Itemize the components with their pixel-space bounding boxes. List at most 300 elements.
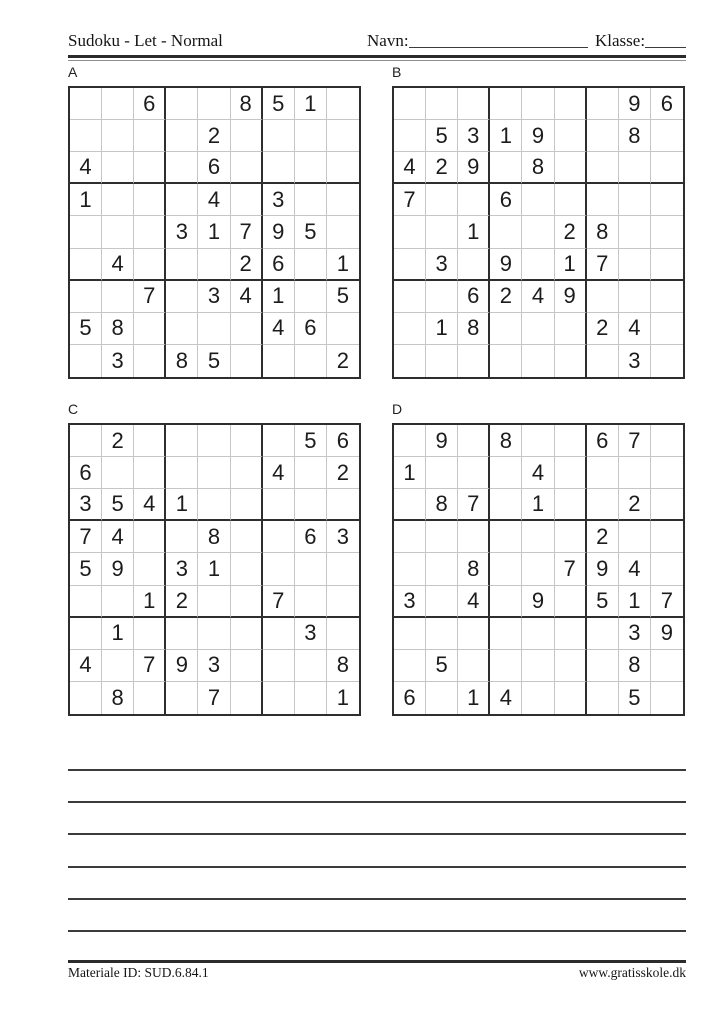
sudoku-cell: 3 xyxy=(327,521,359,553)
sudoku-cell: 7 xyxy=(619,425,651,457)
sudoku-cell: 8 xyxy=(166,345,198,377)
sudoku-cell xyxy=(587,682,619,714)
sudoku-cell xyxy=(198,586,230,618)
sudoku-cell: 1 xyxy=(458,682,490,714)
sudoku-cell xyxy=(651,249,683,281)
website-url: www.gratisskole.dk xyxy=(578,965,686,980)
sudoku-cell xyxy=(426,345,458,377)
sudoku-cell: 1 xyxy=(327,249,359,281)
sudoku-cell: 6 xyxy=(295,313,327,345)
sudoku-cell xyxy=(263,345,295,377)
sudoku-cell xyxy=(651,345,683,377)
sudoku-cell xyxy=(327,120,359,152)
sudoku-cell xyxy=(198,618,230,650)
sudoku-cell: 1 xyxy=(426,313,458,345)
sudoku-cell xyxy=(394,249,426,281)
sudoku-cell: 1 xyxy=(70,184,102,216)
sudoku-cell xyxy=(458,184,490,216)
sudoku-cell: 9 xyxy=(426,425,458,457)
name-field xyxy=(367,31,588,51)
sudoku-cell xyxy=(458,457,490,489)
sudoku-cell xyxy=(231,184,263,216)
sudoku-cell xyxy=(394,281,426,313)
sudoku-cell xyxy=(490,457,522,489)
sudoku-cell xyxy=(587,281,619,313)
sudoku-cell xyxy=(555,120,587,152)
sudoku-cell xyxy=(134,249,166,281)
sudoku-cell: 4 xyxy=(102,249,134,281)
sudoku-cell xyxy=(70,425,102,457)
header-rule-thick xyxy=(68,55,686,58)
sudoku-cell: 4 xyxy=(619,313,651,345)
sudoku-cell: 6 xyxy=(263,249,295,281)
sudoku-cell: 5 xyxy=(198,345,230,377)
sudoku-cell xyxy=(263,425,295,457)
sudoku-cell xyxy=(102,650,134,682)
sudoku-cell xyxy=(166,618,198,650)
sudoku-cell: 2 xyxy=(231,249,263,281)
sudoku-cell xyxy=(522,521,554,553)
sudoku-grid-d xyxy=(392,423,685,716)
sudoku-cell xyxy=(555,650,587,682)
sudoku-cell xyxy=(198,489,230,521)
sudoku-cell: 4 xyxy=(522,281,554,313)
sudoku-cell xyxy=(327,152,359,184)
sudoku-cell xyxy=(555,345,587,377)
sudoku-cell: 1 xyxy=(394,457,426,489)
sudoku-cell: 2 xyxy=(102,425,134,457)
sudoku-cell xyxy=(555,425,587,457)
sudoku-cell xyxy=(394,313,426,345)
sudoku-cell xyxy=(458,521,490,553)
sudoku-cell: 5 xyxy=(102,489,134,521)
sudoku-cell: 2 xyxy=(587,521,619,553)
sudoku-cell xyxy=(394,489,426,521)
sudoku-cell xyxy=(166,313,198,345)
puzzle-label-b: B xyxy=(392,64,402,80)
sudoku-cell xyxy=(587,489,619,521)
sudoku-cell xyxy=(619,249,651,281)
sudoku-cell xyxy=(134,216,166,248)
sudoku-cell: 7 xyxy=(587,249,619,281)
sudoku-grid-a xyxy=(68,86,361,379)
writing-line xyxy=(68,833,686,835)
sudoku-cell xyxy=(394,650,426,682)
sudoku-cell xyxy=(522,618,554,650)
sudoku-cell xyxy=(651,650,683,682)
sudoku-cell xyxy=(587,618,619,650)
sudoku-cell xyxy=(394,88,426,120)
header-rule-thin xyxy=(68,60,686,61)
sudoku-cell: 8 xyxy=(458,553,490,585)
sudoku-cell xyxy=(327,618,359,650)
writing-line xyxy=(68,930,686,932)
sudoku-cell: 3 xyxy=(102,345,134,377)
sudoku-cell xyxy=(263,682,295,714)
sudoku-cell: 4 xyxy=(134,489,166,521)
sudoku-cell: 7 xyxy=(263,586,295,618)
sudoku-cell xyxy=(651,281,683,313)
sudoku-cell: 6 xyxy=(295,521,327,553)
class-blank-line xyxy=(645,31,686,48)
sudoku-cell xyxy=(651,457,683,489)
sudoku-cell: 6 xyxy=(198,152,230,184)
sudoku-cell xyxy=(490,489,522,521)
sudoku-cell: 4 xyxy=(263,457,295,489)
sudoku-cell xyxy=(295,553,327,585)
sudoku-cell: 2 xyxy=(336,347,350,373)
sudoku-cell xyxy=(458,88,490,120)
sudoku-cell xyxy=(166,184,198,216)
sudoku-cell xyxy=(555,184,587,216)
sudoku-cell xyxy=(102,88,134,120)
sudoku-cell xyxy=(522,553,554,585)
sudoku-cell: 2 xyxy=(490,281,522,313)
sudoku-cell xyxy=(231,650,263,682)
sudoku-cell xyxy=(426,682,458,714)
sudoku-cell: 8 xyxy=(198,521,230,553)
sudoku-cell xyxy=(522,88,554,120)
sudoku-cell xyxy=(295,281,327,313)
sudoku-cell: 1 xyxy=(102,618,134,650)
sudoku-cell: 4 xyxy=(263,313,295,345)
sudoku-cell: 9 xyxy=(263,216,295,248)
sudoku-cell xyxy=(102,281,134,313)
sudoku-cell xyxy=(619,521,651,553)
sudoku-cell xyxy=(134,553,166,585)
sudoku-cell: 1 xyxy=(198,216,230,248)
sudoku-cell xyxy=(587,184,619,216)
sudoku-cell: 4 xyxy=(198,184,230,216)
sudoku-cell: 1 xyxy=(458,216,490,248)
sudoku-cell: 5 xyxy=(263,88,295,120)
sudoku-cell xyxy=(522,682,554,714)
sudoku-cell xyxy=(102,120,134,152)
sudoku-grid-b xyxy=(392,86,685,379)
sudoku-cell: 7 xyxy=(198,682,230,714)
sudoku-cell: 8 xyxy=(327,650,359,682)
sudoku-cell: 4 xyxy=(70,650,102,682)
sudoku-cell xyxy=(587,345,619,377)
sudoku-cell xyxy=(295,586,327,618)
sudoku-cell xyxy=(70,249,102,281)
sudoku-cell xyxy=(295,120,327,152)
sudoku-cell xyxy=(426,618,458,650)
sudoku-cell xyxy=(295,650,327,682)
sudoku-cell xyxy=(458,345,490,377)
sudoku-cell: 8 xyxy=(587,216,619,248)
sudoku-cell xyxy=(102,152,134,184)
sudoku-cell: 9 xyxy=(522,120,554,152)
sudoku-cell: 6 xyxy=(70,457,102,489)
sudoku-cell: 3 xyxy=(166,216,198,248)
sudoku-cell: 6 xyxy=(587,425,619,457)
sudoku-cell xyxy=(490,216,522,248)
sudoku-cell: 2 xyxy=(166,586,198,618)
sudoku-cell: 9 xyxy=(166,650,198,682)
sudoku-cell xyxy=(394,425,426,457)
writing-line xyxy=(68,801,686,803)
sudoku-cell: 4 xyxy=(70,152,102,184)
sudoku-cell: 5 xyxy=(619,682,651,714)
sudoku-cell xyxy=(490,553,522,585)
sudoku-cell: 5 xyxy=(70,553,102,585)
sudoku-cell: 2 xyxy=(587,313,619,345)
sudoku-cell xyxy=(134,457,166,489)
sudoku-cell xyxy=(587,88,619,120)
sudoku-cell xyxy=(327,216,359,248)
sudoku-cell: 7 xyxy=(458,489,490,521)
sudoku-cell xyxy=(490,650,522,682)
sudoku-cell xyxy=(231,586,263,618)
puzzle-label-d: D xyxy=(392,401,403,417)
sudoku-cell: 4 xyxy=(394,152,426,184)
sudoku-cell xyxy=(166,682,198,714)
sudoku-cell: 1 xyxy=(336,684,350,710)
sudoku-cell: 3 xyxy=(619,345,651,377)
sudoku-cell: 2 xyxy=(619,489,651,521)
sudoku-cell xyxy=(490,586,522,618)
sudoku-cell xyxy=(522,216,554,248)
sudoku-cell: 3 xyxy=(263,184,295,216)
writing-line xyxy=(68,866,686,868)
sudoku-cell: 6 xyxy=(394,682,426,714)
sudoku-cell xyxy=(166,521,198,553)
sudoku-cell xyxy=(198,457,230,489)
sudoku-cell: 7 xyxy=(134,650,166,682)
sudoku-cell: 1 xyxy=(619,586,651,618)
sudoku-cell xyxy=(522,184,554,216)
sudoku-cell: 2 xyxy=(198,120,230,152)
sudoku-cell xyxy=(134,521,166,553)
sudoku-cell xyxy=(555,618,587,650)
sudoku-cell xyxy=(231,313,263,345)
sudoku-cell: 8 xyxy=(619,120,651,152)
sudoku-cell: 8 xyxy=(522,152,554,184)
page-title: Sudoku - Let - Normal xyxy=(68,31,223,50)
sudoku-cell xyxy=(134,313,166,345)
sudoku-cell xyxy=(555,313,587,345)
material-id: Materiale ID: SUD.6.84.1 xyxy=(68,965,209,980)
sudoku-cell: 5 xyxy=(327,281,359,313)
sudoku-cell xyxy=(555,489,587,521)
sudoku-cell xyxy=(651,682,683,714)
sudoku-cell: 6 xyxy=(134,88,166,120)
sudoku-cell xyxy=(327,553,359,585)
sudoku-cell xyxy=(263,618,295,650)
sudoku-cell xyxy=(522,345,554,377)
sudoku-cell: 7 xyxy=(231,216,263,248)
name-label: Navn: xyxy=(367,31,409,50)
sudoku-cell xyxy=(426,457,458,489)
sudoku-cell: 1 xyxy=(166,489,198,521)
sudoku-cell xyxy=(231,152,263,184)
sudoku-cell xyxy=(295,152,327,184)
sudoku-cell: 8 xyxy=(231,88,263,120)
sudoku-cell: 6 xyxy=(651,88,683,120)
sudoku-cell xyxy=(166,120,198,152)
sudoku-cell xyxy=(263,553,295,585)
sudoku-cell xyxy=(394,521,426,553)
sudoku-cell xyxy=(394,345,426,377)
sudoku-cell xyxy=(263,120,295,152)
sudoku-cell: 4 xyxy=(619,553,651,585)
sudoku-cell xyxy=(327,489,359,521)
sudoku-cell xyxy=(70,88,102,120)
sudoku-cell xyxy=(394,618,426,650)
sudoku-cell xyxy=(651,313,683,345)
sudoku-cell xyxy=(327,586,359,618)
sudoku-cell xyxy=(231,521,263,553)
sudoku-cell: 1 xyxy=(555,249,587,281)
class-label: Klasse: xyxy=(595,31,646,50)
sudoku-cell xyxy=(198,88,230,120)
sudoku-cell xyxy=(263,489,295,521)
sudoku-cell xyxy=(231,618,263,650)
sudoku-cell: 1 xyxy=(263,281,295,313)
sudoku-cell xyxy=(458,650,490,682)
sudoku-cell xyxy=(134,184,166,216)
sudoku-cell: 4 xyxy=(102,521,134,553)
sudoku-cell: 9 xyxy=(102,553,134,585)
sudoku-cell xyxy=(619,152,651,184)
sudoku-cell: 4 xyxy=(458,586,490,618)
footer-rule xyxy=(68,960,686,963)
sudoku-cell xyxy=(70,120,102,152)
sudoku-cell: 4 xyxy=(490,682,522,714)
sudoku-cell xyxy=(426,553,458,585)
sudoku-cell: 5 xyxy=(426,120,458,152)
sudoku-cell xyxy=(619,216,651,248)
sudoku-cell xyxy=(426,216,458,248)
sudoku-cell xyxy=(231,553,263,585)
sudoku-cell xyxy=(70,618,102,650)
sudoku-cell xyxy=(295,249,327,281)
sudoku-cell xyxy=(426,88,458,120)
sudoku-cell xyxy=(198,313,230,345)
sudoku-cell xyxy=(490,152,522,184)
sudoku-cell xyxy=(619,184,651,216)
sudoku-cell xyxy=(587,650,619,682)
sudoku-cell: 3 xyxy=(394,586,426,618)
sudoku-cell xyxy=(555,152,587,184)
sudoku-cell xyxy=(619,457,651,489)
sudoku-cell xyxy=(231,489,263,521)
sudoku-cell xyxy=(458,618,490,650)
sudoku-cell xyxy=(198,425,230,457)
sudoku-cell xyxy=(458,425,490,457)
sudoku-cell: 6 xyxy=(458,281,490,313)
sudoku-cell xyxy=(651,120,683,152)
sudoku-cell xyxy=(555,586,587,618)
sudoku-cell: 9 xyxy=(619,88,651,120)
sudoku-cell xyxy=(134,120,166,152)
sudoku-cell xyxy=(295,345,327,377)
sudoku-cell xyxy=(651,425,683,457)
sudoku-cell xyxy=(102,216,134,248)
sudoku-cell: 8 xyxy=(102,682,134,714)
sudoku-cell: 1 xyxy=(295,88,327,120)
sudoku-cell xyxy=(295,457,327,489)
sudoku-cell xyxy=(231,425,263,457)
sudoku-cell xyxy=(651,184,683,216)
sudoku-cell xyxy=(70,586,102,618)
sudoku-cell: 9 xyxy=(555,281,587,313)
puzzle-label-c: C xyxy=(68,401,79,417)
sudoku-cell xyxy=(295,489,327,521)
sudoku-cell: 3 xyxy=(426,249,458,281)
sudoku-cell: 4 xyxy=(231,281,263,313)
sudoku-cell xyxy=(651,216,683,248)
sudoku-cell: 7 xyxy=(134,281,166,313)
sudoku-cell: 7 xyxy=(70,521,102,553)
sudoku-cell: 7 xyxy=(651,586,683,618)
sudoku-cell: 5 xyxy=(295,425,327,457)
sudoku-cell: 8 xyxy=(490,425,522,457)
sudoku-cell: 8 xyxy=(619,650,651,682)
sudoku-cell xyxy=(134,682,166,714)
sudoku-cell xyxy=(619,281,651,313)
sudoku-cell: 3 xyxy=(458,120,490,152)
sudoku-cell xyxy=(134,345,166,377)
sudoku-cell xyxy=(134,152,166,184)
sudoku-cell xyxy=(490,313,522,345)
name-blank-line xyxy=(409,31,588,48)
sudoku-cell xyxy=(327,313,359,345)
sudoku-cell xyxy=(166,281,198,313)
sudoku-cell xyxy=(198,249,230,281)
sudoku-cell xyxy=(327,184,359,216)
sudoku-cell xyxy=(587,152,619,184)
sudoku-cell xyxy=(263,521,295,553)
sudoku-cell xyxy=(295,184,327,216)
writing-line xyxy=(68,769,686,771)
sudoku-cell xyxy=(166,249,198,281)
sudoku-cell xyxy=(458,249,490,281)
sudoku-cell xyxy=(587,457,619,489)
sudoku-cell: 1 xyxy=(522,489,554,521)
sudoku-cell xyxy=(263,650,295,682)
sudoku-cell: 3 xyxy=(619,618,651,650)
sudoku-cell: 8 xyxy=(458,313,490,345)
sudoku-cell xyxy=(102,586,134,618)
sudoku-cell: 1 xyxy=(134,586,166,618)
sudoku-cell xyxy=(231,457,263,489)
sudoku-cell xyxy=(490,521,522,553)
sudoku-cell xyxy=(555,682,587,714)
sudoku-cell: 3 xyxy=(198,650,230,682)
sudoku-cell xyxy=(426,586,458,618)
sudoku-cell: 9 xyxy=(490,249,522,281)
sudoku-cell xyxy=(263,152,295,184)
sudoku-cell xyxy=(166,88,198,120)
sudoku-cell xyxy=(490,618,522,650)
sudoku-cell xyxy=(490,345,522,377)
sudoku-cell xyxy=(555,457,587,489)
puzzle-label-a: A xyxy=(68,64,78,80)
sudoku-cell xyxy=(522,425,554,457)
sudoku-cell xyxy=(70,682,102,714)
sudoku-cell xyxy=(102,457,134,489)
sudoku-cell xyxy=(522,313,554,345)
sudoku-cell xyxy=(555,88,587,120)
sudoku-cell: 5 xyxy=(295,216,327,248)
sudoku-cell: 8 xyxy=(426,489,458,521)
sudoku-cell: 9 xyxy=(651,618,683,650)
class-field xyxy=(595,31,686,51)
sudoku-cell xyxy=(70,345,102,377)
sudoku-cell xyxy=(327,88,359,120)
